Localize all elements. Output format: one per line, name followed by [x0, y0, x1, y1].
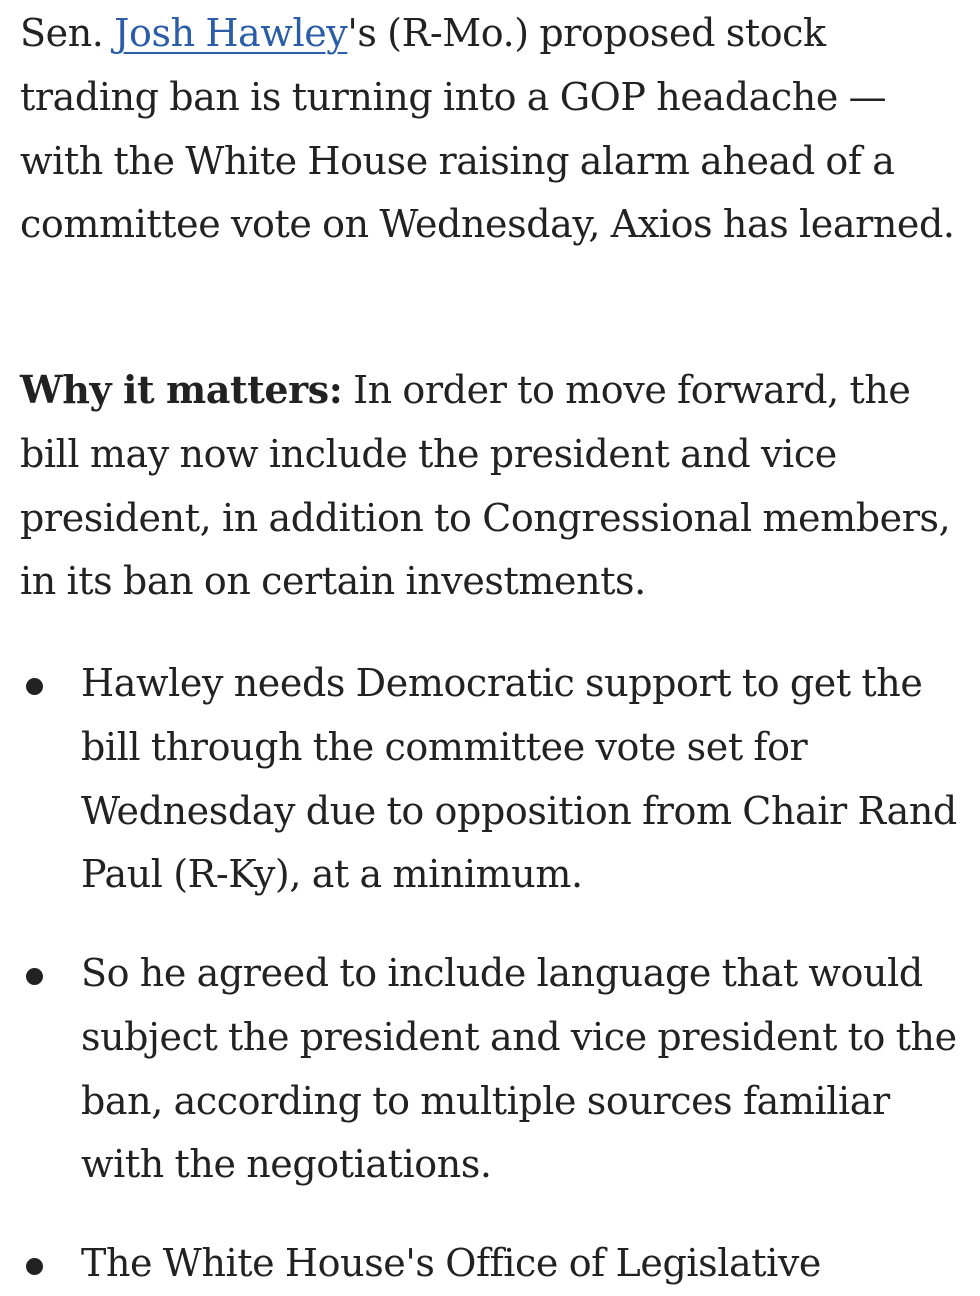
bullet-text: So he agreed to include language that would subject the president and vice president to the ban, according to multiple sources familiar with the negotiations.: [81, 951, 957, 1187]
bullet-dot-icon: [26, 678, 43, 695]
josh-hawley-link[interactable]: Josh Hawley: [114, 11, 348, 55]
bullet-text: The White House's Office of Legislative: [81, 1241, 822, 1285]
bullet-text: Hawley needs Democratic support to get the bill through the committee vote set for Wednesday due to opposition from Chair Rand Paul (R-Ky), at a minimum.: [81, 661, 957, 897]
why-it-matters-label: Why it matters:: [20, 367, 343, 412]
bullet-dot-icon: [26, 968, 43, 985]
intro-prefix: Sen.: [20, 11, 115, 55]
intro-paragraph: [20, 2, 965, 257]
intro-suffix: 's (R-Mo.) proposed stock trading ban is turning into a GOP headache — with the White House raising alarm ahead of a committee vote on Wednesday, Axios has learned.: [20, 11, 955, 247]
why-it-matters-text: In order to move forward, the bill may now include the president and vice president, in addition to Congressional members, in its ban on certain investments.: [20, 368, 951, 604]
why-it-matters-paragraph: [20, 358, 965, 614]
bullet-dot-icon: [26, 1258, 43, 1275]
